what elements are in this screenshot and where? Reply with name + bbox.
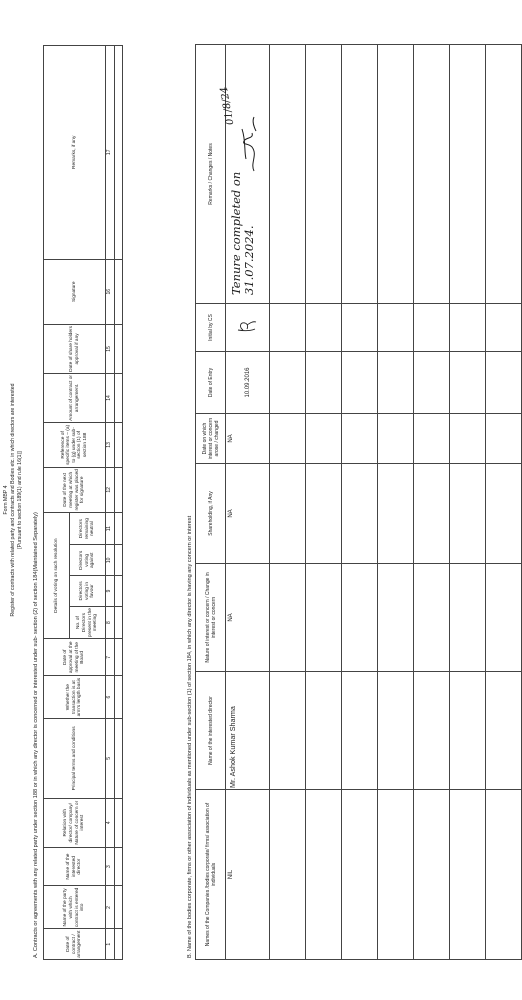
section-a-table [43,45,123,960]
director-name-cell: Mr. Ashok Kumar Sharma [226,672,270,790]
header-signature: Signature [44,259,106,324]
section-b-caption: B. Name of the bodies corporate, firms or other association of individuals as mentioned under sub-section (1) of section 184, in which any director is having any concern or interest [187,515,193,958]
nature-cell: NA [226,564,270,672]
form-title: Form MBP 4 [3,485,9,515]
form-subtitle: Register of contracts with related party and contracts and Bodies etc. in which directors are interested [10,383,16,617]
header-remaining-neutral: Directors remaining neutral [70,512,106,545]
header-date-entry: Date of Entry [196,352,226,414]
column-number: 6 [106,676,115,719]
header-remarks-notes: Remarks / Changes / Notes [196,45,226,304]
column-number: 12 [106,467,115,512]
header-interested-director: Name of the interested director [44,847,106,886]
remarks-cell [218,45,270,304]
initials-signature-icon [234,319,258,333]
signature-icon [232,115,266,175]
header-amount: Amount of contract or arrangement. [44,373,106,422]
handwritten-remark [230,172,256,295]
section-a-caption: A. Contracts or agreements with any related party under section 188 or in which any director is concerned or interested under sub- section (2) of section 184(Maintained Separately) [33,512,39,958]
remark-line-2: 31.07.2024. [242,225,256,295]
header-principal-terms: Principal terms and conditions [44,719,106,799]
header-board-approval: Date of approval at the meeting of the Board [44,639,106,676]
column-number: 4 [106,798,115,847]
column-number: 13 [106,422,115,467]
column-number: 7 [106,639,115,676]
header-interested-director-b: Name of the interested director [196,672,226,790]
header-arms-length: Whether the transaction is at arm's length basis [44,676,106,719]
header-shareholding: Shareholding, if Any [196,464,226,564]
column-number: 8 [106,606,115,639]
header-nature-interest: Nature of interest or concern / Change in interest or concern [196,564,226,672]
column-number: 15 [106,324,115,373]
column-number: 10 [106,545,115,576]
column-number: 16 [106,259,115,324]
header-reference-items: Reference of specific items – (a) to (g) under sub-section (1) of section 188 [44,422,106,467]
header-remarks: Remarks, if any [44,46,106,260]
header-shareholder-approval: Date of share holders approval if any [44,324,106,373]
table-row [226,45,270,960]
remark-line-1: Tenure completed on [229,171,243,295]
header-party-name: Name of the party with which contract is entered into [44,886,106,929]
date-arose-cell: NA [226,414,270,464]
header-directors-present: No. of Directors present in the meeting [70,606,106,639]
form-pursuant: [Pursuant to section 189(1) and rule 16(1)] [17,451,23,549]
column-number: 17 [106,46,115,260]
header-voting-against: Directors voting against [70,545,106,576]
column-number: 1 [106,929,115,960]
header-voting-favour: Directors voting in favour [70,576,106,607]
initial-cell [226,304,270,352]
remark-date: 01/8/24 [218,85,237,126]
header-next-meeting: Date of the next meeting at which register was placed for signature [44,467,106,512]
column-number: 14 [106,373,115,422]
header-date-of-contract: Date of contract / arrangement [44,929,106,960]
date-entry-cell: 10.09.2016 [226,352,270,414]
column-number: 3 [106,847,115,886]
company-cell: NIL [226,790,270,960]
column-number: 5 [106,719,115,799]
shareholding-cell: NA [226,464,270,564]
column-number: 11 [106,512,115,545]
header-date-arose: Date on which interest or concern arose / changed [196,414,226,464]
header-voting-details: Details of voting on such resolution [44,512,70,639]
column-number: 2 [106,886,115,929]
header-initial-cs: Initial by CS [196,304,226,352]
header-relation: Relation with director/ company/ Nature of concern or interest [44,798,106,847]
header-companies: Names of the Companies /bodies corporate/ firms/ association of individuals [196,790,226,960]
column-number: 9 [106,576,115,607]
section-b-table [195,44,522,960]
